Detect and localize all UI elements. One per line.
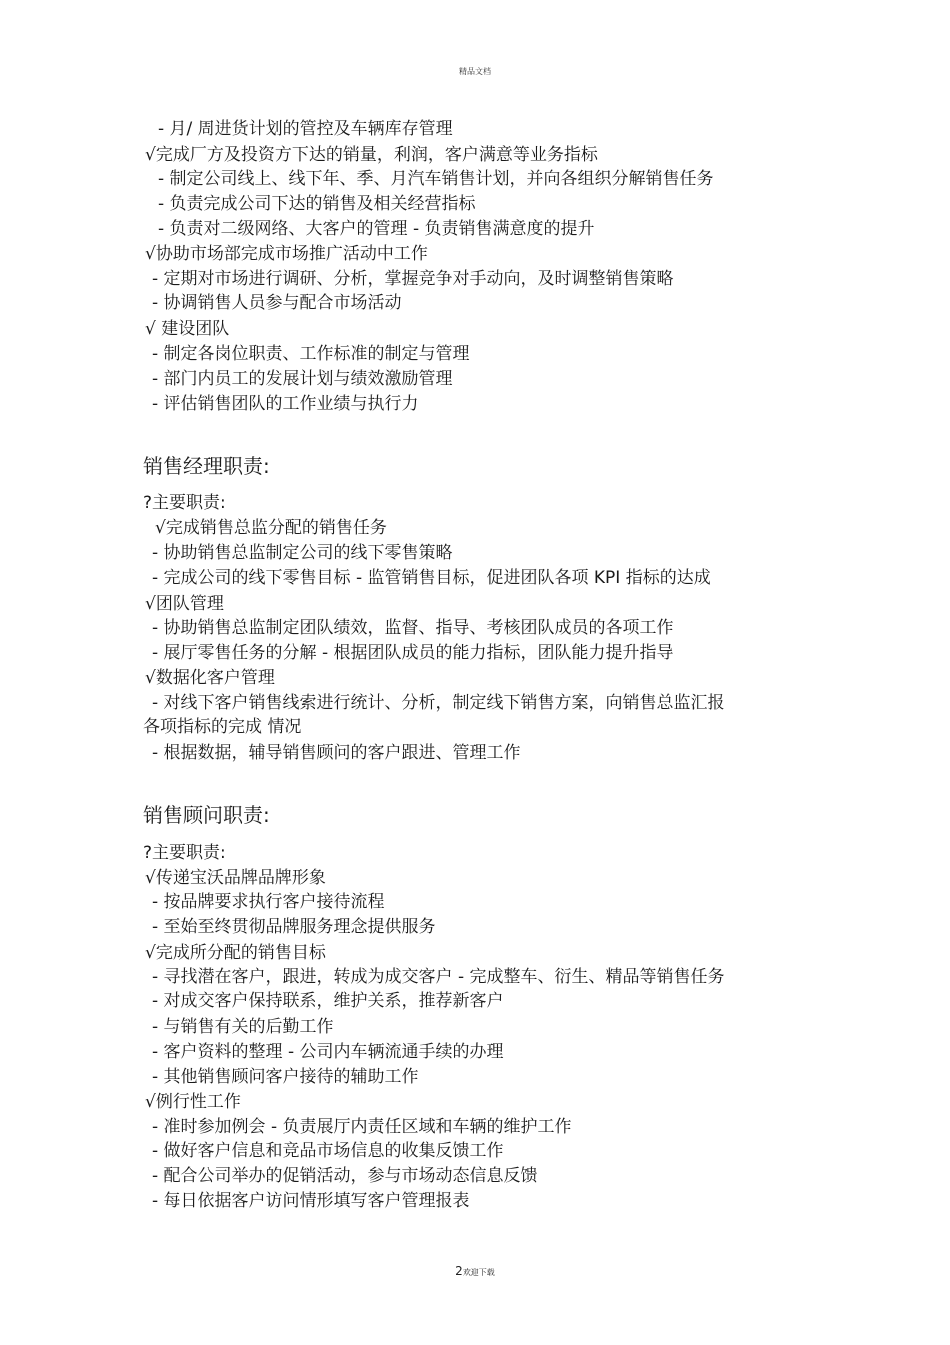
list-item: - 协调销售人员参与配合市场活动 — [152, 293, 402, 313]
list-item: √传递宝沃品牌品牌形象 — [145, 868, 326, 888]
list-item: - 对线下客户销售线索进行统计、分析，制定线下销售方案，向销售总监汇报 — [152, 693, 725, 713]
list-item: √完成销售总监分配的销售任务 — [155, 518, 387, 538]
list-item: - 准时参加例会 - 负责展厅内责任区域和车辆的维护工作 — [152, 1117, 572, 1137]
list-item: √例行性工作 — [145, 1092, 241, 1112]
list-item: - 协助销售总监制定公司的线下零售策略 — [152, 543, 453, 563]
list-item: √团队管理 — [145, 594, 224, 614]
section-heading: 销售顾问职责: — [143, 803, 270, 827]
list-item: - 负责完成公司下达的销售及相关经营指标 — [158, 194, 476, 214]
list-item: - 负责对二级网络、大客户的管理 - 负责销售满意度的提升 — [158, 219, 595, 239]
list-item: - 定期对市场进行调研、分析，掌握竞争对手动向，及时调整销售策略 — [152, 269, 674, 289]
list-item: 各项指标的完成 情况 — [143, 717, 302, 737]
list-item: - 与销售有关的后勤工作 — [152, 1017, 334, 1037]
list-item: - 根据数据，辅导销售顾问的客户跟进、管理工作 — [152, 743, 521, 763]
list-item: - 评估销售团队的工作业绩与执行力 — [152, 394, 419, 414]
list-item: - 每日依据客户访问情形填写客户管理报表 — [152, 1191, 470, 1211]
list-item: √完成所分配的销售目标 — [145, 943, 326, 963]
list-item: √完成厂方及投资方下达的销量，利润，客户满意等业务指标 — [145, 145, 598, 165]
list-item: - 至始至终贯彻品牌服务理念提供服务 — [152, 917, 436, 937]
list-item: - 月/ 周进货计划的管控及车辆库存管理 — [158, 119, 453, 139]
list-item: ?主要职责: — [143, 493, 226, 513]
page-number: 2 — [455, 1264, 463, 1278]
list-item: √数据化客户管理 — [145, 668, 275, 688]
list-item: √ 建设团队 — [145, 319, 230, 339]
list-item: - 完成公司的线下零售目标 - 监管销售目标，促进团队各项 KPI 指标的达成 — [152, 568, 711, 588]
page-header: 精品文档 — [459, 67, 491, 76]
list-item: - 其他销售顾问客户接待的辅助工作 — [152, 1067, 419, 1087]
list-item: - 客户资料的整理 - 公司内车辆流通手续的办理 — [152, 1042, 504, 1062]
list-item: √协助市场部完成市场推广活动中工作 — [145, 244, 428, 264]
list-item: - 对成交客户保持联系，维护关系，推荐新客户 — [152, 991, 504, 1011]
list-item: - 寻找潜在客户，跟进，转成为成交客户 - 完成整车、衍生、精品等销售任务 — [152, 967, 725, 987]
list-item: - 协助销售总监制定团队绩效，监督、指导、考核团队成员的各项工作 — [152, 618, 674, 638]
list-item: - 配合公司举办的促销活动，参与市场动态信息反馈 — [152, 1166, 538, 1186]
page-footer — [0, 1260, 950, 1279]
section-heading: 销售经理职责: — [143, 454, 270, 478]
list-item: - 按品牌要求执行客户接待流程 — [152, 892, 385, 912]
list-item: - 制定公司线上、线下年、季、月汽车销售计划，并向各组织分解销售任务 — [158, 169, 714, 189]
footer-text: 欢迎下载 — [462, 1268, 495, 1277]
list-item: ?主要职责: — [143, 843, 226, 863]
list-item: - 制定各岗位职责、工作标准的制定与管理 — [152, 344, 470, 364]
list-item: - 展厅零售任务的分解 - 根据团队成员的能力指标，团队能力提升指导 — [152, 643, 674, 663]
list-item: - 部门内员工的发展计划与绩效激励管理 — [152, 369, 453, 389]
list-item: - 做好客户信息和竞品市场信息的收集反馈工作 — [152, 1141, 504, 1161]
